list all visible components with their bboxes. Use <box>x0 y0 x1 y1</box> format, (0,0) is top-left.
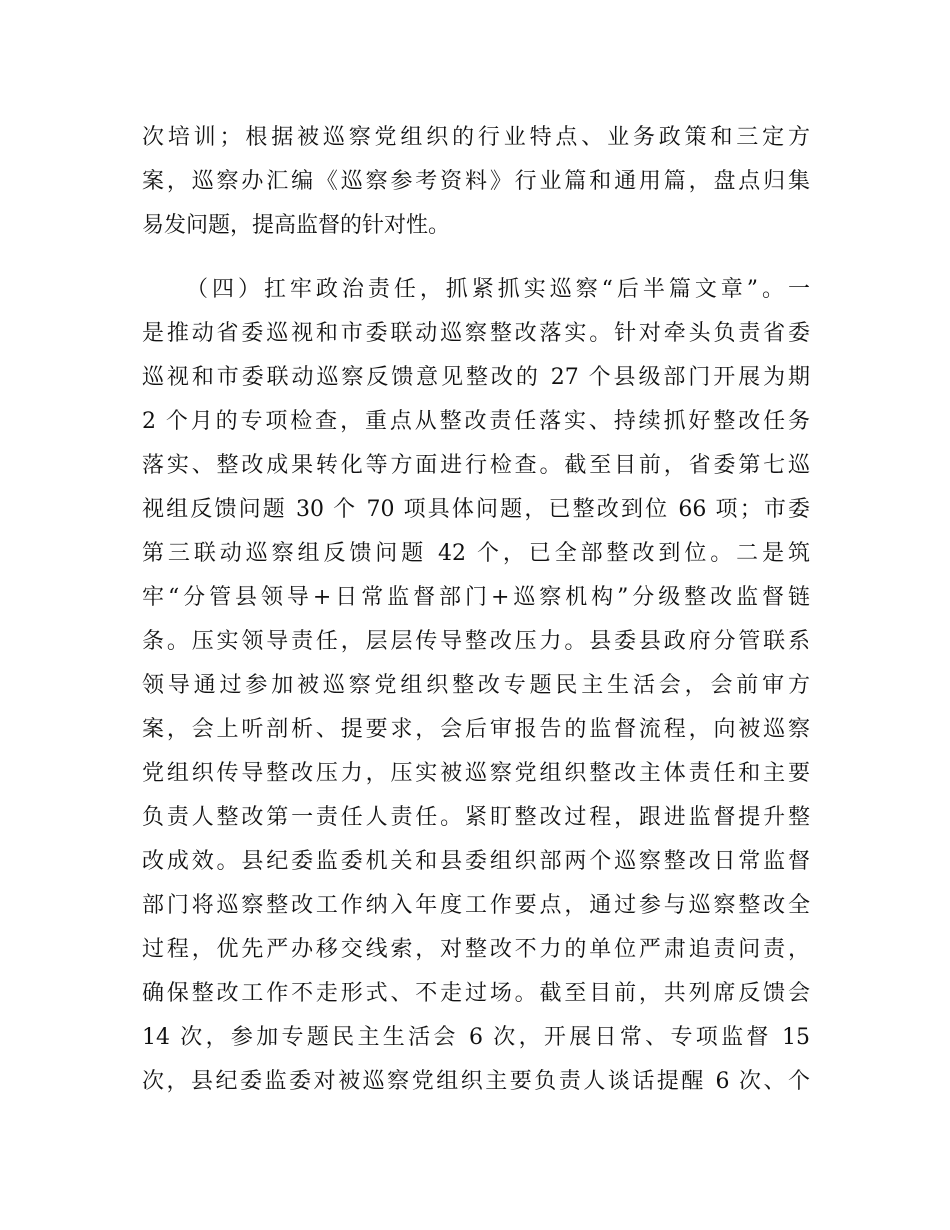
text-line: 部门将巡察整改工作纳入年度工作要点，通过参与巡察整改全 <box>142 893 810 918</box>
text-line: 次，县纪委监委对被巡察党组织主要负责人谈话提醒 6 次、个 <box>142 1069 810 1094</box>
text-line: 落实、整改成果转化等方面进行检查。截至目前，省委第七巡 <box>142 453 810 478</box>
text-line: 巡视和市委联动巡察反馈意见整改的 27 个县级部门开展为期 <box>142 365 810 390</box>
text-line: 14 次，参加专题民主生活会 6 次，开展日常、专项监督 15 <box>142 1025 810 1050</box>
text-line: 次培训；根据被巡察党组织的行业特点、业务政策和三定方 <box>142 125 810 150</box>
text-line: （四）扛牢政治责任，抓紧抓实巡察“后半篇文章”。一 <box>186 277 810 302</box>
text-line: 易发问题，提高监督的针对性。 <box>142 213 451 238</box>
text-line: 过程，优先严办移交线索，对整改不力的单位严肃追责问责， <box>142 937 810 962</box>
text-line: 案，巡察办汇编《巡察参考资料》行业篇和通用篇，盘点归集 <box>142 169 810 194</box>
text-line: 案，会上听剖析、提要求，会后审报告的监督流程，向被巡察 <box>142 717 810 742</box>
paragraph-1 <box>142 116 810 248</box>
paragraph-2 <box>142 268 810 1104</box>
text-line: 第三联动巡察组反馈问题 42 个，已全部整改到位。二是筑 <box>142 541 810 566</box>
text-line: 视组反馈问题 30 个 70 项具体问题，已整改到位 66 项；市委 <box>142 497 810 522</box>
text-line: 是推动省委巡视和市委联动巡察整改落实。针对牵头负责省委 <box>142 321 810 346</box>
text-line: 牢“分管县领导+日常监督部门+巡察机构”分级整改监督链 <box>142 585 810 610</box>
text-line: 确保整改工作不走形式、不走过场。截至目前，共列席反馈会 <box>142 981 810 1006</box>
text-line: 党组织传导整改压力，压实被巡察党组织整改主体责任和主要 <box>142 761 810 786</box>
text-line: 改成效。县纪委监委机关和县委组织部两个巡察整改日常监督 <box>142 849 810 874</box>
text-line: 2 个月的专项检查，重点从整改责任落实、持续抓好整改任务 <box>142 409 810 434</box>
text-line: 领导通过参加被巡察党组织整改专题民主生活会，会前审方 <box>142 673 810 698</box>
text-line: 负责人整改第一责任人责任。紧盯整改过程，跟进监督提升整 <box>142 805 810 830</box>
text-line: 条。压实领导责任，层层传导整改压力。县委县政府分管联系 <box>142 629 810 654</box>
